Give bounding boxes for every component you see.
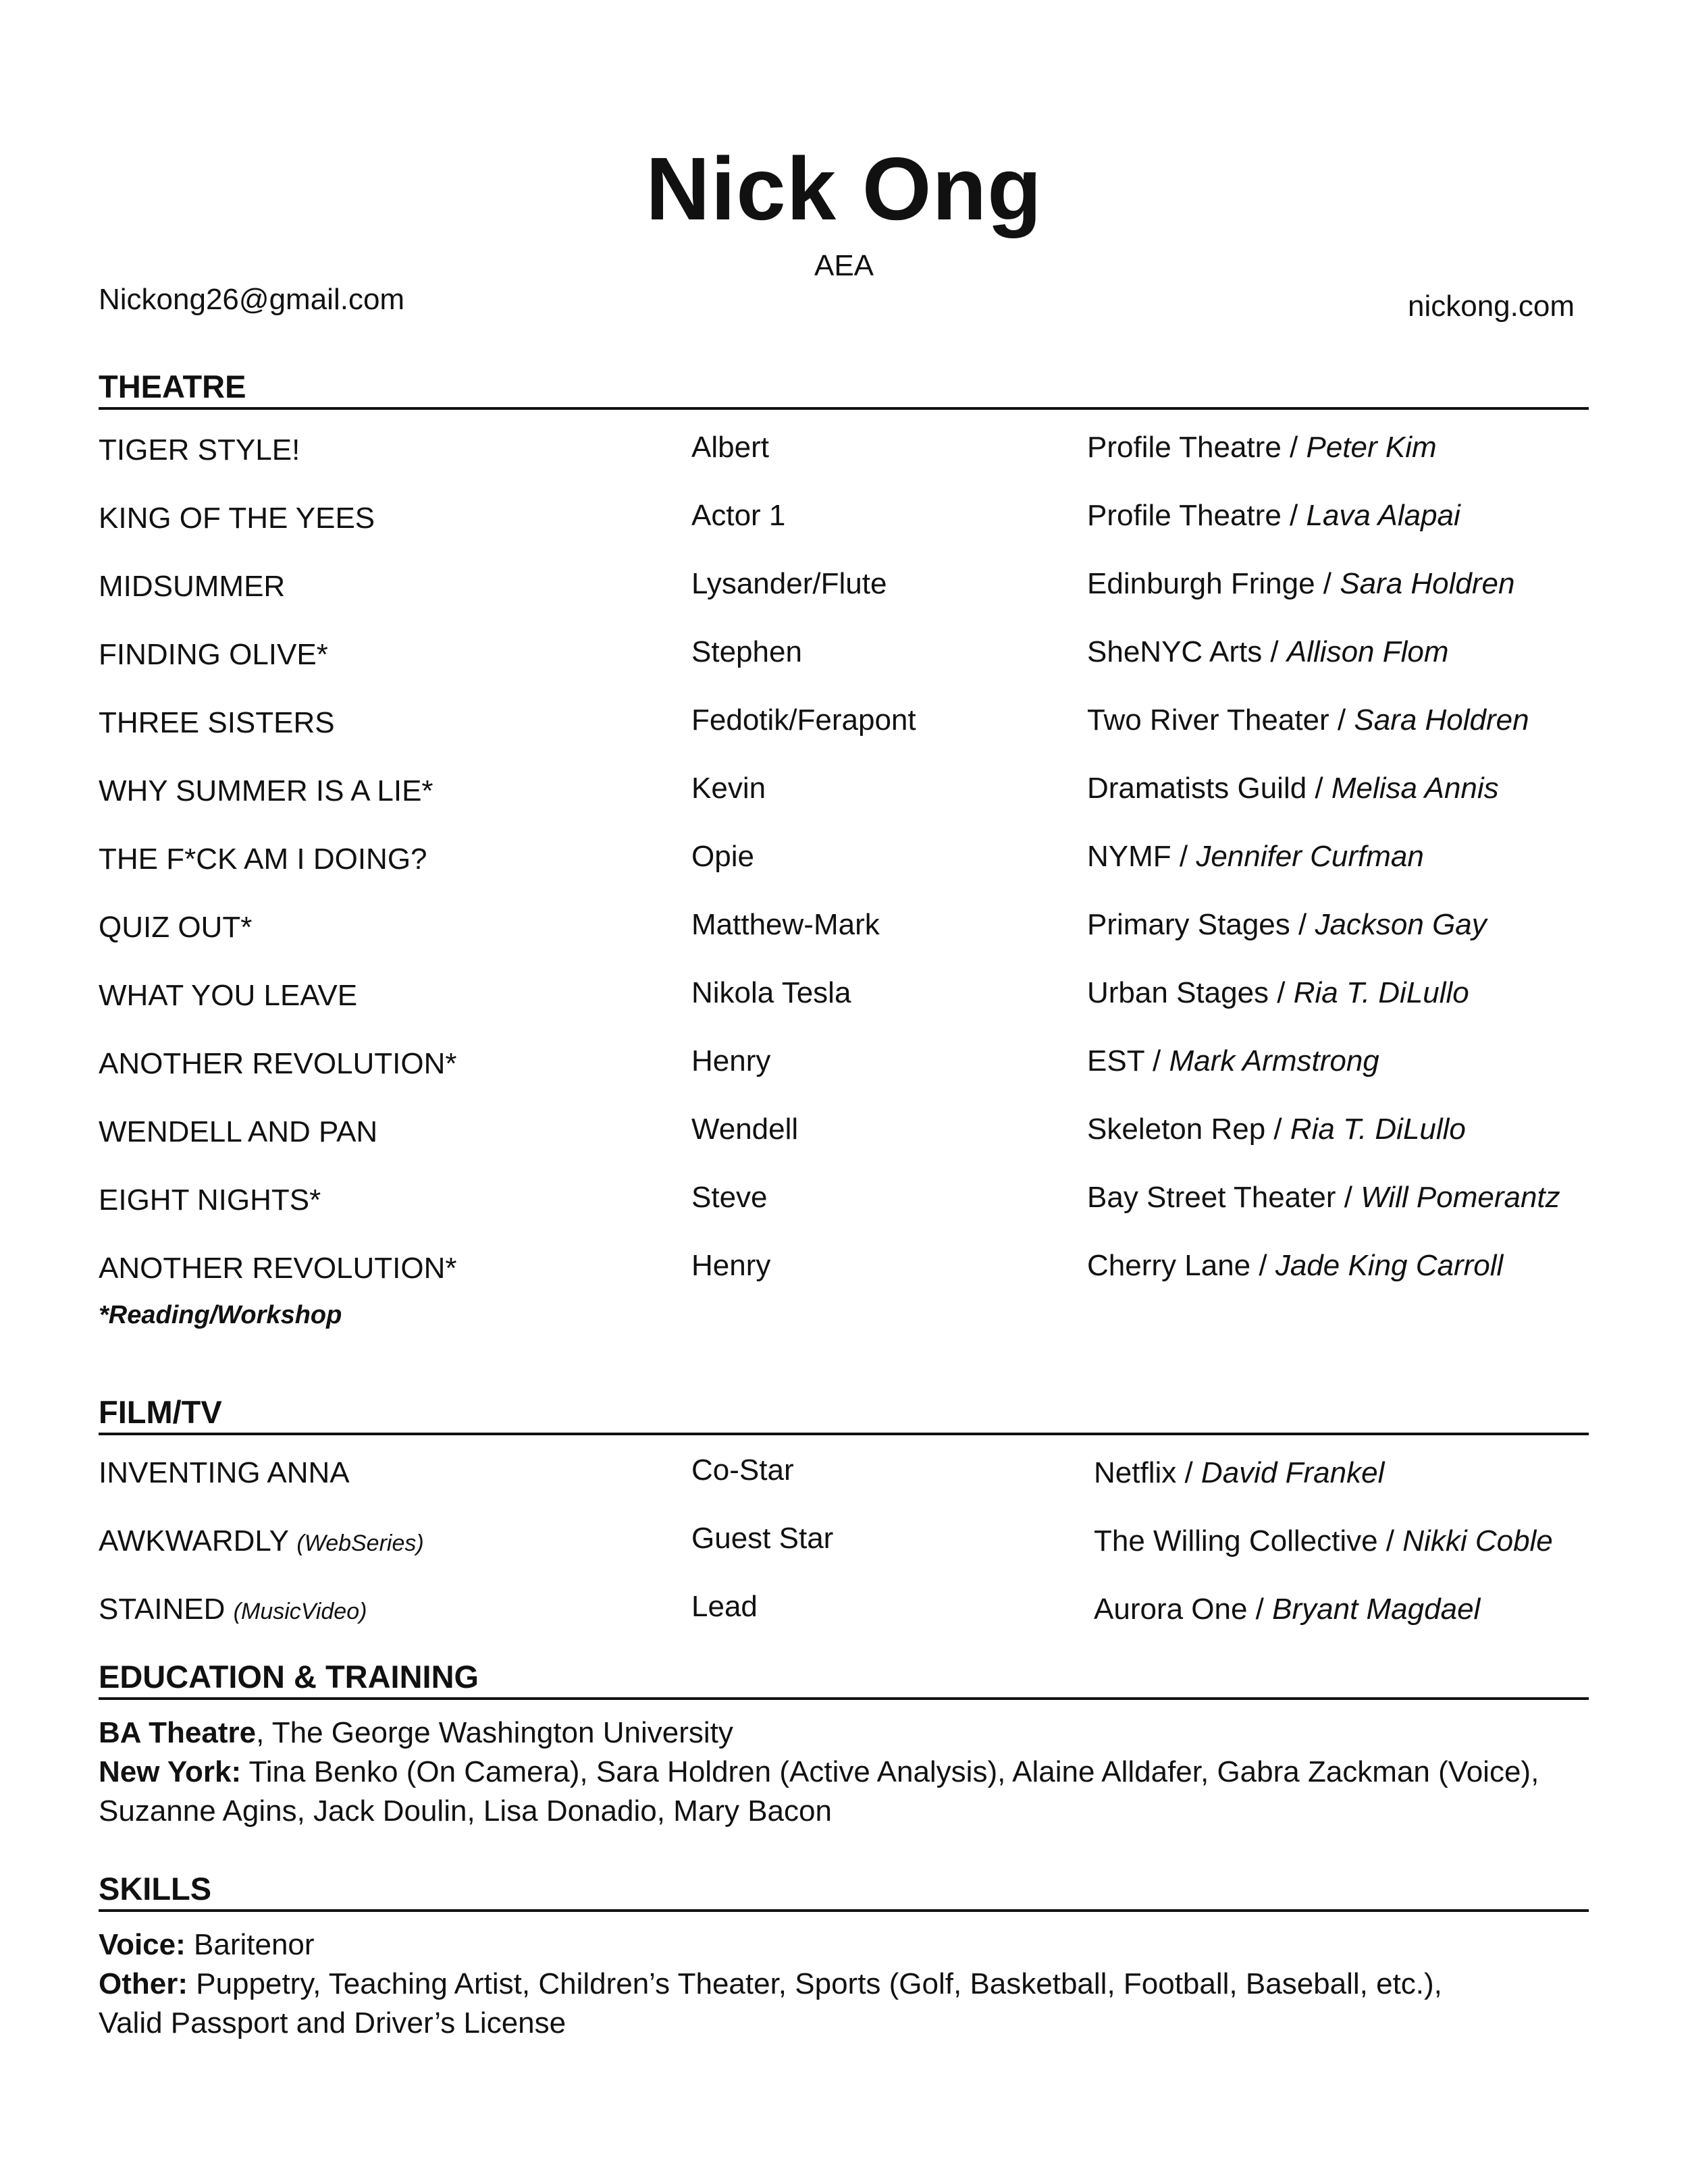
credit-director: Allison Flom [1286, 635, 1449, 668]
credit-role: Steve [691, 1181, 768, 1214]
credit-title: WHAT YOU LEAVE [99, 979, 358, 1012]
credit-venue: SheNYC Arts / Allison Flom [1087, 635, 1449, 668]
theatre-row [0, 1250, 1688, 1290]
other-label: Other: [99, 1967, 188, 2000]
credit-role: Albert [691, 431, 769, 464]
credit-venue: Primary Stages / Jackson Gay [1087, 908, 1487, 941]
other-skills-line: Other: Puppetry, Teaching Artist, Children’s Theater, Sports (Golf, Basketball, Football, Baseball, etc.), [99, 1967, 1442, 2000]
reading-workshop-footnote: *Reading/Workshop [99, 1301, 342, 1329]
theatre-row [0, 431, 1688, 472]
credit-title: TIGER STYLE! [99, 433, 300, 467]
credit-role: Nikola Tesla [691, 976, 851, 1009]
credit-role: Henry [691, 1044, 771, 1077]
credit-director: Ria T. DiLullo [1290, 1113, 1466, 1146]
theatre-row [0, 772, 1688, 813]
credit-director: David Frankel [1201, 1456, 1385, 1489]
credit-venue: Two River Theater / Sara Holdren [1087, 703, 1529, 737]
theatre-row [0, 1045, 1688, 1086]
credit-role: Actor 1 [691, 499, 786, 532]
credit-director: Will Pomerantz [1361, 1181, 1560, 1214]
credit-role: Henry [691, 1249, 771, 1282]
other-skills-line-2: Valid Passport and Driver’s License [99, 2006, 566, 2040]
credit-title: MIDSUMMER [99, 570, 286, 603]
theatre-row [0, 841, 1688, 881]
format-note: (WebSeries) [296, 1530, 424, 1556]
credit-title: QUIZ OUT* [99, 911, 253, 944]
credit-director: Jade King Carroll [1275, 1249, 1504, 1282]
credit-director: Jackson Gay [1315, 908, 1487, 941]
new-york-training-line-2: Suzanne Agins, Jack Doulin, Lisa Donadio, Mary Bacon [99, 1794, 832, 1828]
credit-venue: Aurora One / Bryant Magdael [1094, 1593, 1481, 1626]
credit-director: Bryant Magdael [1272, 1593, 1481, 1626]
education-heading: EDUCATION & TRAINING [99, 1658, 1589, 1700]
credit-title: FINDING OLIVE* [99, 638, 328, 671]
film-row [0, 1454, 1688, 1495]
credit-title: ANOTHER REVOLUTION* [99, 1047, 457, 1080]
credit-role: Co-Star [691, 1454, 794, 1487]
credit-venue: EST / Mark Armstrong [1087, 1044, 1379, 1077]
email-link[interactable]: Nickong26@gmail.com [99, 283, 405, 316]
film-tv-heading: FILM/TV [99, 1393, 1589, 1435]
credit-role: Stephen [691, 635, 802, 668]
new-york-training-line: New York: Tina Benko (On Camera), Sara Holdren (Active Analysis), Alaine Alldafer, Gabra Zackman (Voice), [99, 1755, 1539, 1788]
skills-heading: SKILLS [99, 1870, 1589, 1912]
credit-title: INVENTING ANNA [99, 1456, 350, 1489]
credit-role: Matthew-Mark [691, 908, 880, 941]
credit-role: Lysander/Flute [691, 567, 887, 600]
credit-title: KING OF THE YEES [99, 502, 375, 535]
credit-venue: Cherry Lane / Jade King Carroll [1087, 1249, 1504, 1282]
degree-line: BA Theatre, The George Washington University [99, 1716, 733, 1749]
credit-venue: NYMF / Jennifer Curfman [1087, 840, 1424, 873]
credit-role: Opie [691, 840, 754, 873]
credit-role: Fedotik/Ferapont [691, 703, 916, 737]
voice-label: Voice: [99, 1928, 186, 1961]
credit-venue: Dramatists Guild / Melisa Annis [1087, 772, 1499, 805]
credit-director: Melisa Annis [1331, 772, 1499, 805]
theatre-row [0, 977, 1688, 1017]
film-row [0, 1591, 1688, 1631]
theatre-row [0, 568, 1688, 608]
credit-director: Peter Kim [1306, 431, 1437, 464]
credit-title: ANOTHER REVOLUTION* [99, 1252, 457, 1285]
theatre-row [0, 636, 1688, 676]
credit-director: Nikki Coble [1402, 1524, 1553, 1557]
credit-title: EIGHT NIGHTS* [99, 1183, 321, 1217]
credit-venue: Bay Street Theater / Will Pomerantz [1087, 1181, 1560, 1214]
union-affiliation: AEA [814, 249, 874, 282]
theatre-heading: THEATRE [99, 368, 1589, 410]
credit-title: THREE SISTERS [99, 706, 335, 739]
theatre-row [0, 500, 1688, 540]
credit-venue: The Willing Collective / Nikki Coble [1094, 1524, 1553, 1557]
credit-role: Guest Star [691, 1522, 834, 1555]
theatre-row [0, 909, 1688, 949]
credit-role: Lead [691, 1590, 758, 1623]
theatre-row [0, 1181, 1688, 1222]
website-link[interactable]: nickong.com [1407, 290, 1575, 323]
credit-title: WHY SUMMER IS A LIE* [99, 774, 433, 807]
credit-title: STAINED (MusicVideo) [99, 1593, 367, 1626]
format-note: (MusicVideo) [233, 1599, 367, 1624]
film-row [0, 1522, 1688, 1563]
credit-director: Mark Armstrong [1169, 1044, 1379, 1077]
credit-director: Jennifer Curfman [1196, 840, 1424, 873]
credit-venue: Netflix / David Frankel [1094, 1456, 1385, 1489]
credit-venue: Profile Theatre / Peter Kim [1087, 431, 1437, 464]
credit-director: Lava Alapai [1306, 499, 1460, 532]
degree-label: BA Theatre [99, 1716, 257, 1749]
credit-director: Sara Holdren [1340, 567, 1515, 600]
credit-role: Wendell [691, 1113, 799, 1146]
credit-venue: Edinburgh Fringe / Sara Holdren [1087, 567, 1515, 600]
credit-venue: Profile Theatre / Lava Alapai [1087, 499, 1460, 532]
credit-venue: Urban Stages / Ria T. DiLullo [1087, 976, 1469, 1009]
theatre-row [0, 704, 1688, 745]
credit-title: THE F*CK AM I DOING? [99, 843, 427, 876]
credit-title: AWKWARDLY (WebSeries) [99, 1524, 424, 1557]
credit-title: WENDELL AND PAN [99, 1115, 378, 1148]
credit-director: Sara Holdren [1354, 703, 1529, 737]
actor-name: Nick Ong [645, 139, 1043, 238]
theatre-row [0, 1113, 1688, 1154]
credit-role: Kevin [691, 772, 766, 805]
new-york-label: New York: [99, 1755, 242, 1788]
credit-director: Ria T. DiLullo [1293, 976, 1469, 1009]
voice-line: Voice: Baritenor [99, 1928, 315, 1961]
credit-venue: Skeleton Rep / Ria T. DiLullo [1087, 1113, 1466, 1146]
